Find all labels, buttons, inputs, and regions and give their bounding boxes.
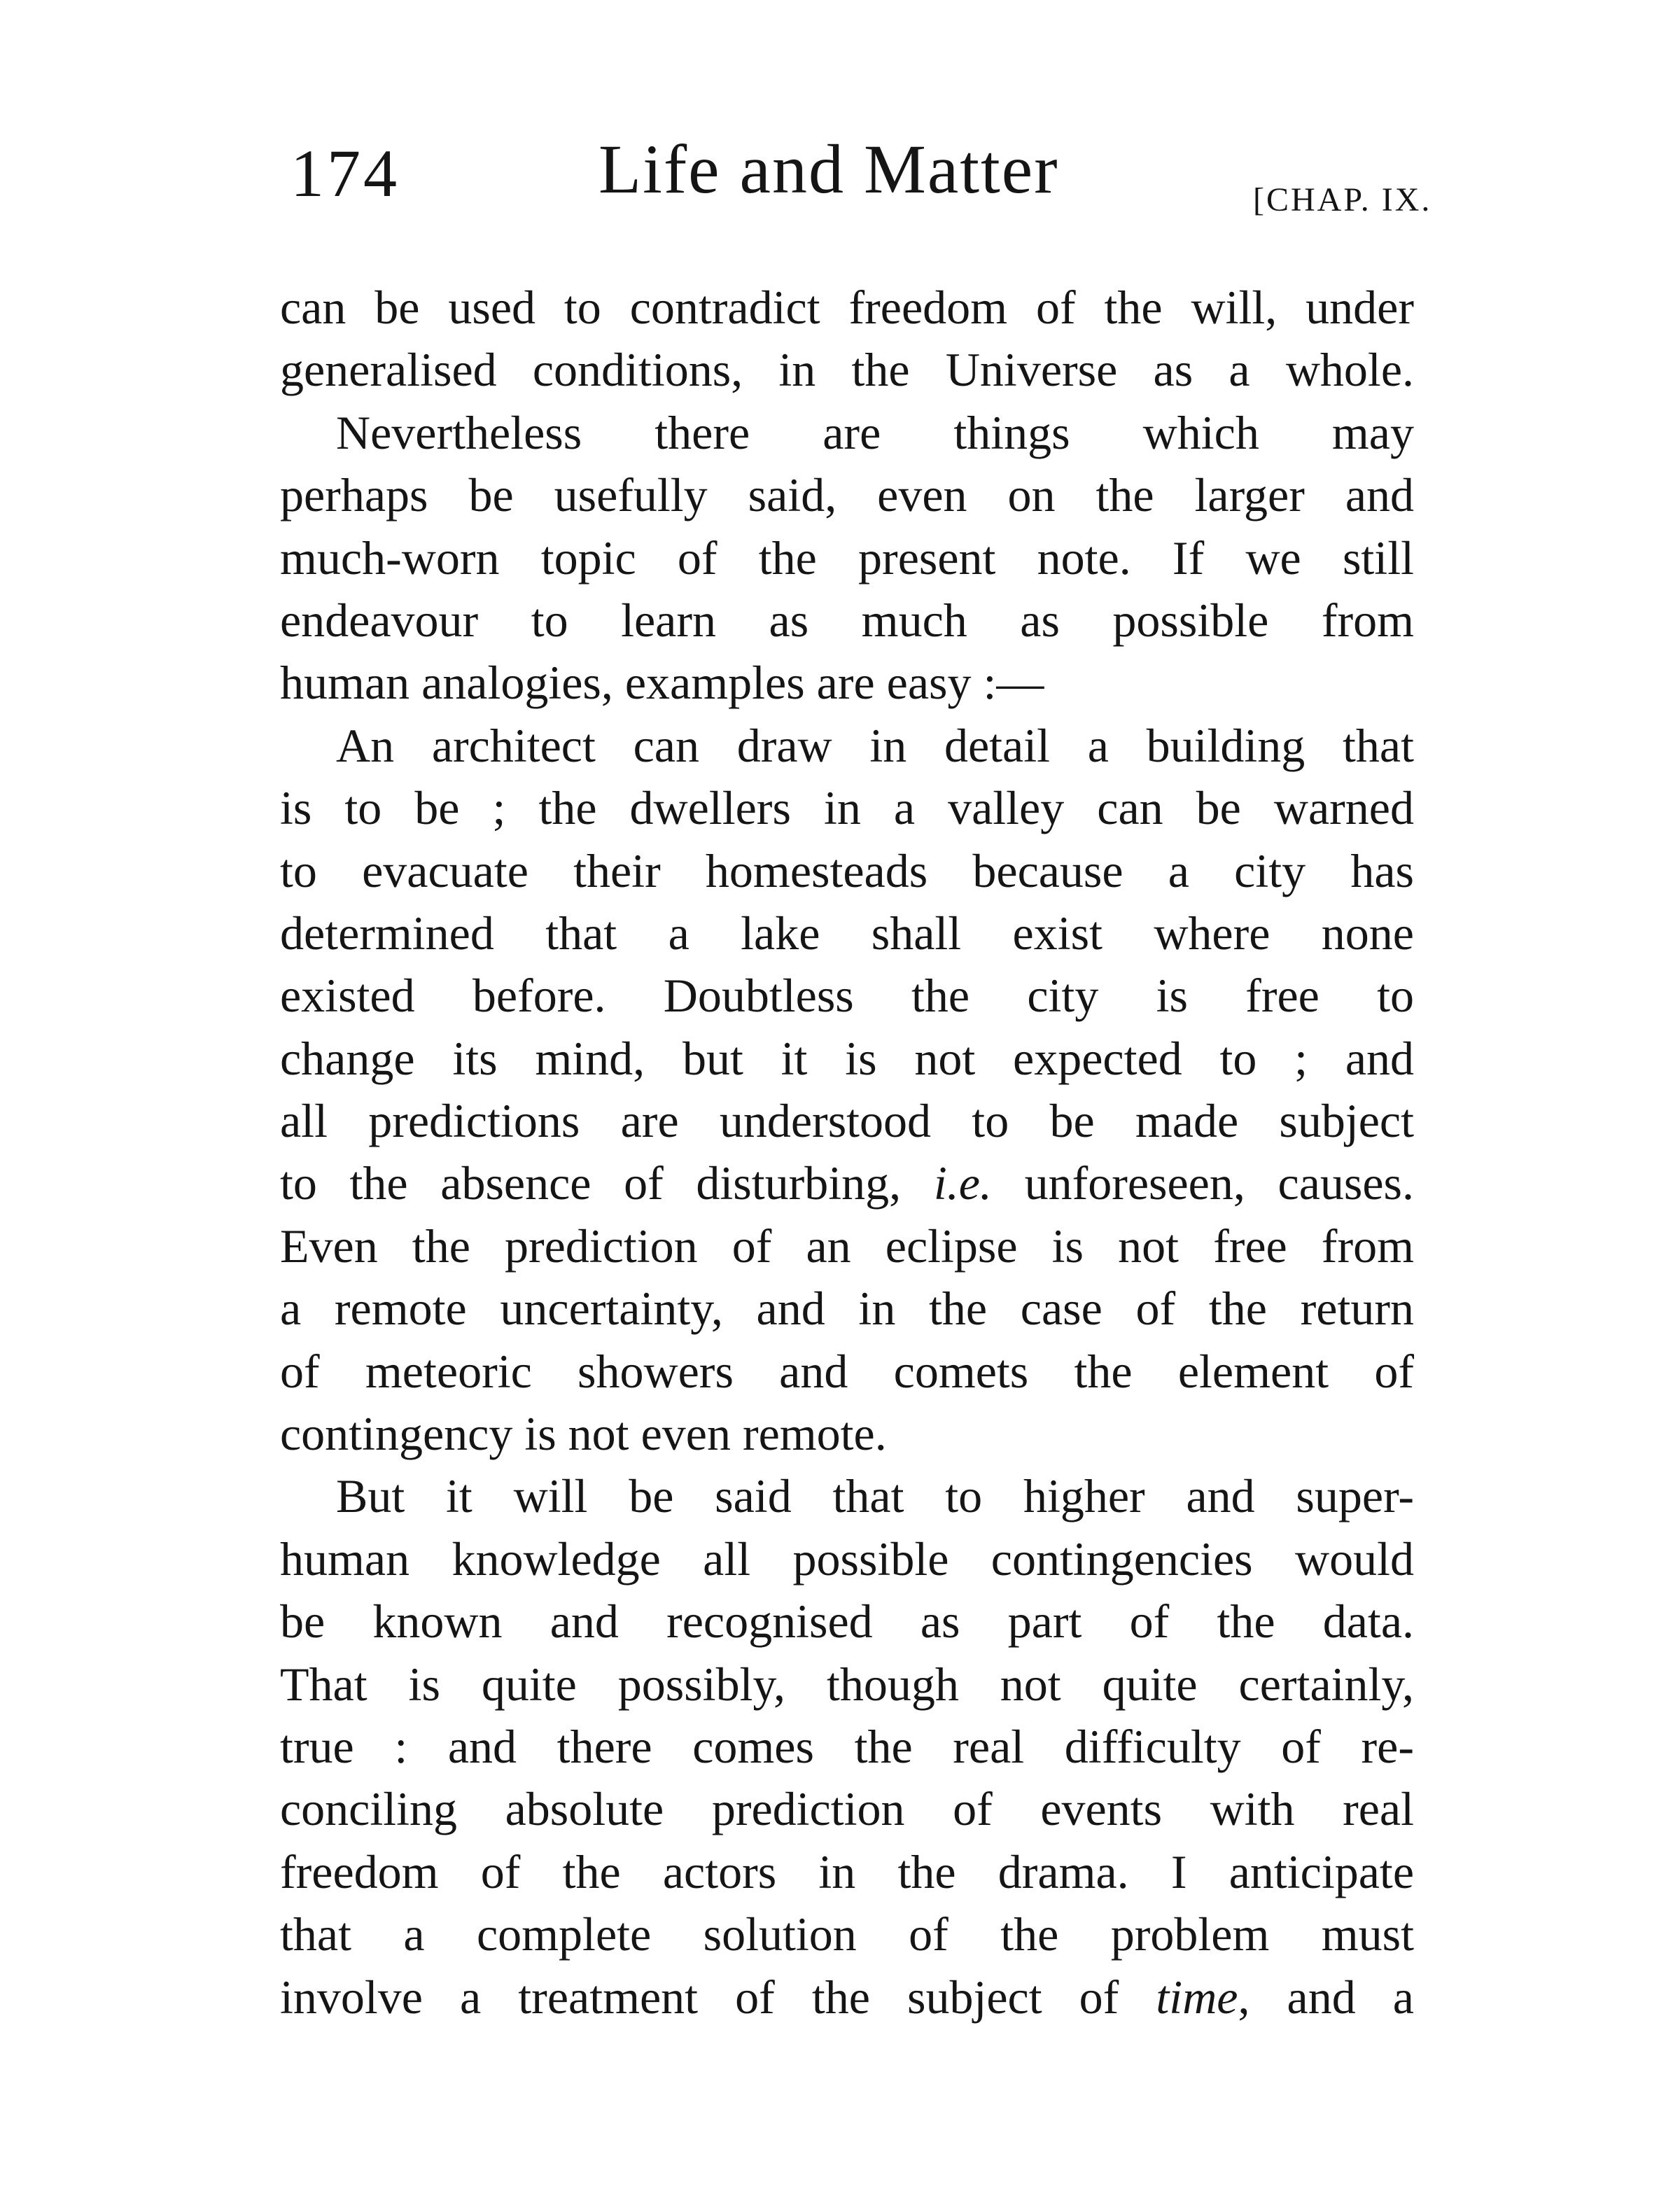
text-line [280,1778,1414,1840]
line-text: human knowledge all possible contingencies would [280,1532,1414,1586]
line-text: existed before. Doubtless the city is free to [280,969,1414,1023]
line-text: contingency is not even remote. [280,1407,887,1461]
text-line [280,1903,1414,1966]
text-line [280,1528,1414,1590]
text-line [280,1090,1414,1152]
line-text-continued: , and a [1238,1970,1414,2024]
line-text: is to be ; the dwellers in a valley can be warned [280,781,1414,835]
text-line [280,1278,1414,1340]
text-line [280,840,1414,902]
line-text: of meteoric showers and comets the element of [280,1344,1414,1398]
line-text: a remote uncertainty, and in the case of the return [280,1282,1414,1336]
line-text: can be used to contradict freedom of the will, under [280,281,1414,334]
line-text: determined that a lake shall exist where none [280,906,1414,960]
line-text: That is quite possibly, though not quite certainly, [280,1657,1414,1711]
line-text: generalised conditions, in the Universe as a whole. [280,343,1414,397]
running-title: Life and Matter [598,130,1059,208]
text-line [280,1653,1414,1716]
line-text: to the absence of disturbing, [280,1156,934,1210]
text-line [280,715,1414,777]
text-line [280,1966,1414,2029]
line-text: Even the prediction of an eclipse is not free from [280,1219,1414,1273]
line-text: much-worn topic of the present note. If we still [280,531,1414,584]
line-text: all predictions are understood to be made subject [280,1094,1414,1148]
italic-term: time [1156,1970,1238,2024]
line-text: true : and there comes the real difficulty of re- [280,1719,1414,1773]
text-line [280,276,1414,339]
line-text: endeavour to learn as much as possible from [280,593,1414,647]
text-line [280,1028,1414,1090]
body-text [280,276,1414,2029]
text-line [280,1841,1414,1903]
line-text: that a complete solution of the problem must [280,1907,1414,1961]
line-text: perhaps be usefully said, even on the larger and [280,468,1414,522]
line-text: conciling absolute prediction of events with real [280,1782,1414,1836]
text-line [280,965,1414,1027]
text-line [280,1403,1414,1465]
text-line [280,527,1414,589]
line-text: freedom of the actors in the drama. I anticipate [280,1844,1414,1898]
line-text: involve a treatment of the subject of [280,1970,1156,2024]
text-line [280,339,1414,401]
italic-term: i.e. [933,1156,992,1210]
text-line [280,402,1414,464]
line-text: But it will be said that to higher and super- [336,1469,1414,1523]
line-text: change its mind, but it is not expected to ; and [280,1031,1414,1085]
line-text: to evacuate their homesteads because a city has [280,844,1414,897]
text-line [280,589,1414,652]
text-line [280,1590,1414,1653]
text-line [280,777,1414,839]
line-text: An architect can draw in detail a building that [336,718,1414,772]
text-line [280,1152,1414,1214]
text-line [280,1716,1414,1778]
text-line [280,1465,1414,1527]
text-line [280,464,1414,526]
line-text: be known and recognised as part of the data. [280,1595,1414,1648]
text-line [280,1340,1414,1403]
text-line [280,652,1414,714]
text-line [280,902,1414,965]
chapter-reference: [CHAP. IX. [1253,181,1432,218]
text-line [280,1215,1414,1278]
line-text: Nevertheless there are things which may [336,405,1414,459]
line-text-continued: unforeseen, causes. [991,1156,1414,1210]
page-header [0,0,1680,238]
line-text: human analogies, examples are easy :— [280,656,1044,710]
page-number: 174 [290,136,400,211]
